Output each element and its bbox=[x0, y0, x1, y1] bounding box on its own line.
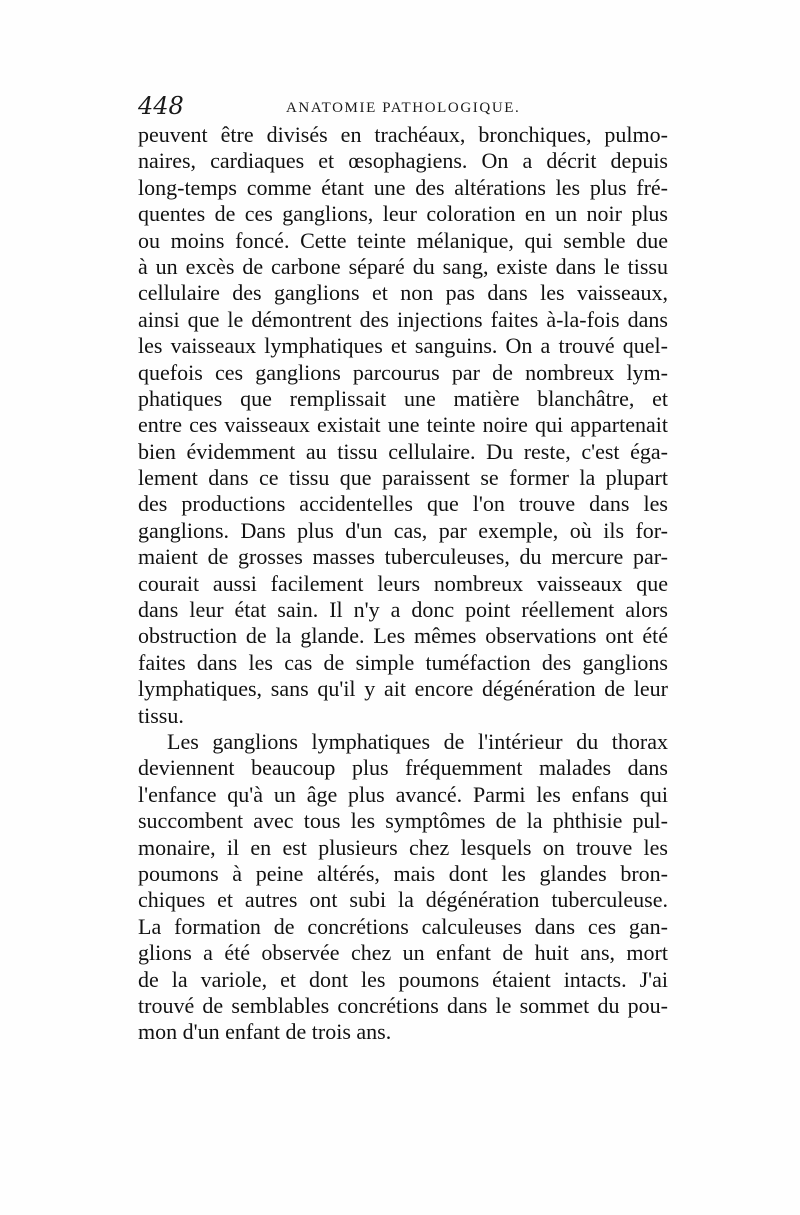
page-number: 448 bbox=[138, 92, 184, 120]
text-line: obstruction de la glande. Les mêmes observations ont été bbox=[138, 623, 668, 649]
text-line: entre ces vaisseaux existait une teinte noire qui appartenait bbox=[138, 412, 668, 438]
text-line: ou moins foncé. Cette teinte mélanique, qui semble due bbox=[138, 227, 668, 253]
text-line: à un excès de carbone séparé du sang, existe dans le tissu bbox=[138, 253, 668, 279]
text-line: ganglions. Dans plus d'un cas, par exemple, où ils for- bbox=[138, 517, 668, 543]
text-line: monaire, il en est plusieurs chez lesquels on trouve les bbox=[138, 834, 668, 860]
text-line: quefois ces ganglions parcourus par de nombreux lym- bbox=[138, 359, 668, 385]
text-line: quentes de ces ganglions, leur coloration en un noir plus bbox=[138, 201, 668, 227]
paragraph bbox=[138, 729, 668, 1046]
text-line: glions a été observée chez un enfant de huit ans, mort bbox=[138, 940, 668, 966]
text-line: peuvent être divisés en trachéaux, bronchiques, pulmo- bbox=[138, 122, 668, 147]
paragraph bbox=[138, 122, 668, 729]
text-line: lymphatiques, sans qu'il y ait encore dégénération de leur bbox=[138, 676, 668, 702]
text-line: succombent avec tous les symptômes de la phthisie pul- bbox=[138, 808, 668, 834]
text-line: tissu. bbox=[138, 702, 184, 728]
text-line: dans leur état sain. Il n'y a donc point réellement alors bbox=[138, 597, 668, 623]
text-line: faites dans les cas de simple tuméfaction des ganglions bbox=[138, 649, 668, 675]
page-header bbox=[138, 92, 668, 122]
text-line: de la variole, et dont les poumons étaient intacts. J'ai bbox=[138, 966, 668, 992]
text-line: lement dans ce tissu que paraissent se former la plupart bbox=[138, 465, 668, 491]
text-line: phatiques que remplissait une matière blanchâtre, et bbox=[138, 385, 668, 411]
text-line: long-temps comme étant une des altérations les plus fré- bbox=[138, 174, 668, 200]
text-line: ainsi que le démontrent des injections faites à-la-fois dans bbox=[138, 306, 668, 332]
text-line: poumons à peine altérés, mais dont les glandes bron- bbox=[138, 860, 668, 886]
text-line: naires, cardiaques et œsophagiens. On a décrit depuis bbox=[138, 148, 668, 174]
paragraph-container bbox=[138, 122, 668, 1046]
text-line: cellulaire des ganglions et non pas dans les vaisseaux, bbox=[138, 280, 668, 306]
text-line: les vaisseaux lymphatiques et sanguins. On a trouvé quel- bbox=[138, 333, 668, 359]
running-title: ANATOMIE PATHOLOGIQUE. bbox=[286, 100, 521, 116]
text-line: des productions accidentelles que l'on trouve dans les bbox=[138, 491, 668, 517]
text-line: La formation de concrétions calculeuses dans ces gan- bbox=[138, 913, 668, 939]
text-line: courait aussi facilement leurs nombreux vaisseaux que bbox=[138, 570, 668, 596]
text-line: deviennent beaucoup plus fréquemment malades dans bbox=[138, 755, 668, 781]
text-line: trouvé de semblables concrétions dans le sommet du pou- bbox=[138, 992, 668, 1018]
text-line: chiques et autres ont subi la dégénération tuberculeuse. bbox=[138, 887, 668, 913]
text-line: l'enfance qu'à un âge plus avancé. Parmi les enfans qui bbox=[138, 781, 668, 807]
text-line: Les ganglions lymphatiques de l'intérieur du thorax bbox=[167, 728, 668, 754]
text-line: maient de grosses masses tuberculeuses, du mercure par- bbox=[138, 544, 668, 570]
body-text bbox=[138, 122, 668, 1046]
text-line: mon d'un enfant de trois ans. bbox=[138, 1019, 392, 1045]
text-line: bien évidemment au tissu cellulaire. Du reste, c'est éga- bbox=[138, 438, 668, 464]
